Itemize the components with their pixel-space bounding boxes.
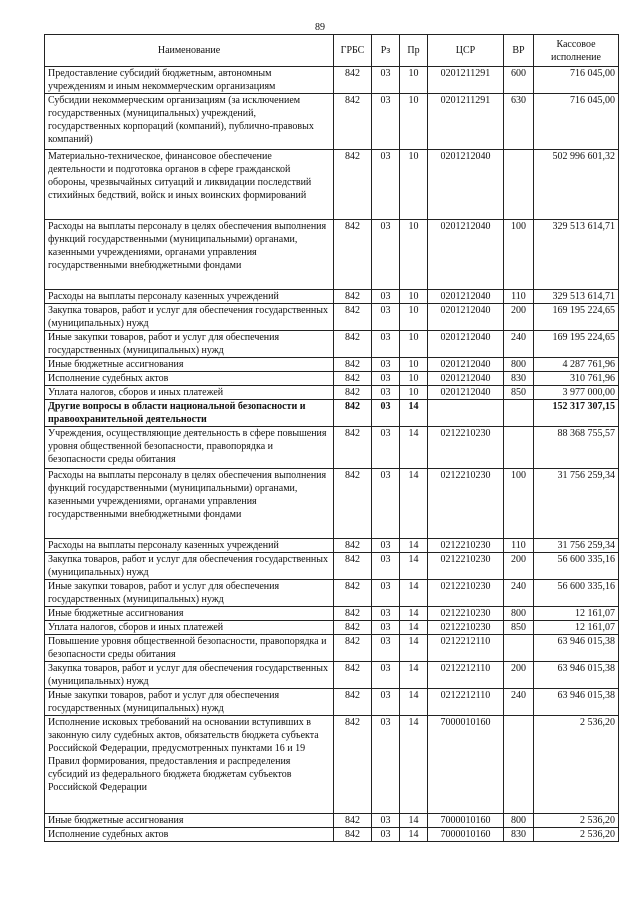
cell-vr (504, 400, 534, 427)
cell-grbs: 842 (334, 67, 372, 94)
cell-vr: 110 (504, 539, 534, 553)
cell-rz: 03 (372, 553, 400, 580)
cell-amount: 3 977 000,00 (534, 386, 619, 400)
cell-rz: 03 (372, 716, 400, 814)
cell-rz: 03 (372, 372, 400, 386)
header-grbs: ГРБС (334, 35, 372, 67)
header-csr: ЦСР (428, 35, 504, 67)
header-pr: Пр (400, 35, 428, 67)
table-row (45, 358, 619, 372)
header-vr: ВР (504, 35, 534, 67)
cell-rz: 03 (372, 386, 400, 400)
cell-name: Закупка товаров, работ и услуг для обеспечения государственных (муниципальных) нужд (45, 304, 334, 331)
table-row (45, 621, 619, 635)
cell-vr (504, 635, 534, 662)
cell-name: Исполнение судебных актов (45, 372, 334, 386)
cell-name: Учреждения, осуществляющие деятельность в сфере повышения уровня общественной безопасности, правопорядка и безопасности среды обитания (45, 427, 334, 469)
cell-amount: 63 946 015,38 (534, 662, 619, 689)
cell-pr: 10 (400, 94, 428, 150)
cell-amount: 169 195 224,65 (534, 304, 619, 331)
cell-vr: 100 (504, 469, 534, 539)
header-rz: Рз (372, 35, 400, 67)
cell-amount: 152 317 307,15 (534, 400, 619, 427)
cell-amount: 63 946 015,38 (534, 635, 619, 662)
table-row (45, 553, 619, 580)
cell-csr: 0212210230 (428, 580, 504, 607)
cell-csr: 0212210230 (428, 427, 504, 469)
cell-csr: 0212210230 (428, 621, 504, 635)
cell-vr: 240 (504, 689, 534, 716)
cell-name: Уплата налогов, сборов и иных платежей (45, 386, 334, 400)
cell-csr: 7000010160 (428, 828, 504, 842)
cell-vr: 850 (504, 386, 534, 400)
cell-grbs: 842 (334, 290, 372, 304)
cell-csr: 0201211291 (428, 94, 504, 150)
table-row (45, 539, 619, 553)
cell-name: Иные закупки товаров, работ и услуг для обеспечения государственных (муниципальных) нужд (45, 580, 334, 607)
cell-grbs: 842 (334, 814, 372, 828)
cell-amount: 12 161,07 (534, 607, 619, 621)
cell-name: Предоставление субсидий бюджетным, автономным учреждениям и иным некоммерческим организациям (45, 67, 334, 94)
cell-csr (428, 400, 504, 427)
cell-pr: 10 (400, 331, 428, 358)
cell-rz: 03 (372, 539, 400, 553)
cell-grbs: 842 (334, 94, 372, 150)
cell-grbs: 842 (334, 580, 372, 607)
cell-rz: 03 (372, 304, 400, 331)
cell-name: Расходы на выплаты персоналу казенных учреждений (45, 290, 334, 304)
cell-pr: 14 (400, 539, 428, 553)
cell-csr: 0201212040 (428, 372, 504, 386)
cell-name: Иные бюджетные ассигнования (45, 358, 334, 372)
cell-amount: 329 513 614,71 (534, 290, 619, 304)
cell-name: Расходы на выплаты персоналу казенных учреждений (45, 539, 334, 553)
cell-csr: 0201212040 (428, 220, 504, 290)
cell-vr: 200 (504, 553, 534, 580)
cell-name: Повышение уровня общественной безопасности, правопорядка и безопасности среды обитания (45, 635, 334, 662)
cell-vr: 800 (504, 358, 534, 372)
cell-csr: 0212210230 (428, 553, 504, 580)
cell-pr: 10 (400, 67, 428, 94)
cell-rz: 03 (372, 150, 400, 220)
cell-rz: 03 (372, 689, 400, 716)
cell-name: Иные закупки товаров, работ и услуг для обеспечения государственных (муниципальных) нужд (45, 689, 334, 716)
cell-pr: 14 (400, 580, 428, 607)
cell-csr: 0212210230 (428, 469, 504, 539)
cell-grbs: 842 (334, 621, 372, 635)
header-amount: Кассовое исполнение (534, 35, 619, 67)
table-row (45, 67, 619, 94)
cell-pr: 14 (400, 662, 428, 689)
cell-vr: 600 (504, 67, 534, 94)
cell-vr: 630 (504, 94, 534, 150)
cell-vr (504, 427, 534, 469)
cell-name: Субсидии некоммерческим организациям (за исключением государственных (муниципальных) учреждений, государственных корпораций (компаний), публично-правовых компаний) (45, 94, 334, 150)
cell-grbs: 842 (334, 553, 372, 580)
cell-name: Закупка товаров, работ и услуг для обеспечения государственных (муниципальных) нужд (45, 553, 334, 580)
cell-name: Иные закупки товаров, работ и услуг для обеспечения государственных (муниципальных) нужд (45, 331, 334, 358)
cell-amount: 716 045,00 (534, 67, 619, 94)
cell-grbs: 842 (334, 358, 372, 372)
cell-vr (504, 150, 534, 220)
table-row (45, 304, 619, 331)
cell-grbs: 842 (334, 304, 372, 331)
cell-pr: 14 (400, 400, 428, 427)
cell-grbs: 842 (334, 539, 372, 553)
cell-amount: 329 513 614,71 (534, 220, 619, 290)
cell-amount: 31 756 259,34 (534, 469, 619, 539)
cell-vr: 200 (504, 304, 534, 331)
budget-execution-table (44, 34, 619, 842)
cell-amount: 4 287 761,96 (534, 358, 619, 372)
cell-amount: 310 761,96 (534, 372, 619, 386)
cell-csr: 0212212110 (428, 662, 504, 689)
cell-rz: 03 (372, 67, 400, 94)
cell-rz: 03 (372, 427, 400, 469)
table-row (45, 386, 619, 400)
table-row (45, 580, 619, 607)
cell-pr: 14 (400, 553, 428, 580)
cell-pr: 14 (400, 621, 428, 635)
cell-csr: 7000010160 (428, 716, 504, 814)
cell-pr: 14 (400, 427, 428, 469)
cell-csr: 0201212040 (428, 331, 504, 358)
cell-csr: 0212210230 (428, 607, 504, 621)
cell-csr: 0212210230 (428, 539, 504, 553)
cell-pr: 10 (400, 386, 428, 400)
table-row (45, 400, 619, 427)
cell-name: Иные бюджетные ассигнования (45, 607, 334, 621)
cell-csr: 0201212040 (428, 358, 504, 372)
cell-grbs: 842 (334, 220, 372, 290)
table-row (45, 469, 619, 539)
table-row (45, 716, 619, 814)
table-row (45, 290, 619, 304)
cell-amount: 716 045,00 (534, 94, 619, 150)
cell-pr: 14 (400, 469, 428, 539)
cell-pr: 14 (400, 828, 428, 842)
cell-amount: 88 368 755,57 (534, 427, 619, 469)
cell-rz: 03 (372, 607, 400, 621)
cell-rz: 03 (372, 621, 400, 635)
cell-csr: 0212212110 (428, 635, 504, 662)
cell-vr: 830 (504, 372, 534, 386)
cell-pr: 10 (400, 150, 428, 220)
cell-csr: 0201212040 (428, 290, 504, 304)
cell-name: Исполнение судебных актов (45, 828, 334, 842)
cell-vr: 200 (504, 662, 534, 689)
cell-amount: 502 996 601,32 (534, 150, 619, 220)
cell-name: Закупка товаров, работ и услуг для обеспечения государственных (муниципальных) нужд (45, 662, 334, 689)
cell-pr: 10 (400, 290, 428, 304)
cell-grbs: 842 (334, 828, 372, 842)
header-name: Наименование (45, 35, 334, 67)
cell-csr: 0201211291 (428, 67, 504, 94)
cell-csr: 0201212040 (428, 386, 504, 400)
cell-rz: 03 (372, 814, 400, 828)
table-row (45, 662, 619, 689)
cell-grbs: 842 (334, 662, 372, 689)
cell-vr: 240 (504, 580, 534, 607)
table-row (45, 372, 619, 386)
cell-rz: 03 (372, 331, 400, 358)
cell-rz: 03 (372, 580, 400, 607)
cell-name: Исполнение исковых требований на основании вступивших в законную силу судебных актов, обязательств бюджета субъекта Российской Федерации, предусмотренных пунктами 16 и 19 Правил формирования, предоставления и распределения субсидий из федерального бюджета бюджетам субъектов Российской Федерации (45, 716, 334, 814)
cell-name: Уплата налогов, сборов и иных платежей (45, 621, 334, 635)
table-header-row (45, 35, 619, 67)
cell-amount: 12 161,07 (534, 621, 619, 635)
cell-grbs: 842 (334, 427, 372, 469)
cell-name: Другие вопросы в области национальной безопасности и правоохранительной деятельности (45, 400, 334, 427)
cell-vr: 240 (504, 331, 534, 358)
cell-grbs: 842 (334, 372, 372, 386)
cell-grbs: 842 (334, 716, 372, 814)
cell-rz: 03 (372, 94, 400, 150)
cell-grbs: 842 (334, 386, 372, 400)
table-row (45, 689, 619, 716)
cell-vr: 850 (504, 621, 534, 635)
cell-name: Иные бюджетные ассигнования (45, 814, 334, 828)
cell-rz: 03 (372, 635, 400, 662)
cell-grbs: 842 (334, 331, 372, 358)
cell-grbs: 842 (334, 400, 372, 427)
cell-vr: 800 (504, 607, 534, 621)
table-row (45, 150, 619, 220)
cell-pr: 14 (400, 635, 428, 662)
cell-rz: 03 (372, 290, 400, 304)
cell-pr: 10 (400, 358, 428, 372)
table-row (45, 814, 619, 828)
table-row (45, 828, 619, 842)
cell-pr: 14 (400, 716, 428, 814)
table-row (45, 331, 619, 358)
cell-grbs: 842 (334, 689, 372, 716)
table-body (45, 67, 619, 842)
table-row (45, 94, 619, 150)
cell-grbs: 842 (334, 469, 372, 539)
cell-pr: 10 (400, 372, 428, 386)
cell-amount: 169 195 224,65 (534, 331, 619, 358)
table-row (45, 427, 619, 469)
cell-pr: 14 (400, 607, 428, 621)
table-row (45, 607, 619, 621)
page-number: 89 (315, 22, 325, 33)
cell-grbs: 842 (334, 150, 372, 220)
cell-grbs: 842 (334, 607, 372, 621)
cell-csr: 0212212110 (428, 689, 504, 716)
cell-pr: 10 (400, 304, 428, 331)
cell-rz: 03 (372, 220, 400, 290)
cell-vr: 830 (504, 828, 534, 842)
cell-rz: 03 (372, 662, 400, 689)
cell-amount: 31 756 259,34 (534, 539, 619, 553)
cell-name: Материально-техническое, финансовое обеспечение деятельности и подготовка органов в сфере гражданской обороны, чрезвычайных ситуаций и ликвидации последствий стихийных бедствий, войск и иных воинских формирований (45, 150, 334, 220)
cell-amount: 2 536,20 (534, 716, 619, 814)
cell-amount: 2 536,20 (534, 814, 619, 828)
cell-vr: 100 (504, 220, 534, 290)
cell-vr: 800 (504, 814, 534, 828)
cell-rz: 03 (372, 469, 400, 539)
cell-rz: 03 (372, 400, 400, 427)
cell-csr: 0201212040 (428, 150, 504, 220)
cell-amount: 2 536,20 (534, 828, 619, 842)
cell-name: Расходы на выплаты персоналу в целях обеспечения выполнения функций государственными (муниципальными) органами, казенными учреждениями, органами управления государственными внебюджетными фондами (45, 469, 334, 539)
cell-csr: 0201212040 (428, 304, 504, 331)
cell-pr: 10 (400, 220, 428, 290)
table-row (45, 220, 619, 290)
cell-vr (504, 716, 534, 814)
cell-rz: 03 (372, 358, 400, 372)
cell-pr: 14 (400, 814, 428, 828)
cell-csr: 7000010160 (428, 814, 504, 828)
cell-vr: 110 (504, 290, 534, 304)
cell-amount: 63 946 015,38 (534, 689, 619, 716)
cell-name: Расходы на выплаты персоналу в целях обеспечения выполнения функций государственными (муниципальными) органами, казенными учреждениями, органами управления государственными внебюджетными фондами (45, 220, 334, 290)
table-row (45, 635, 619, 662)
cell-amount: 56 600 335,16 (534, 553, 619, 580)
cell-amount: 56 600 335,16 (534, 580, 619, 607)
cell-grbs: 842 (334, 635, 372, 662)
cell-pr: 14 (400, 689, 428, 716)
cell-rz: 03 (372, 828, 400, 842)
